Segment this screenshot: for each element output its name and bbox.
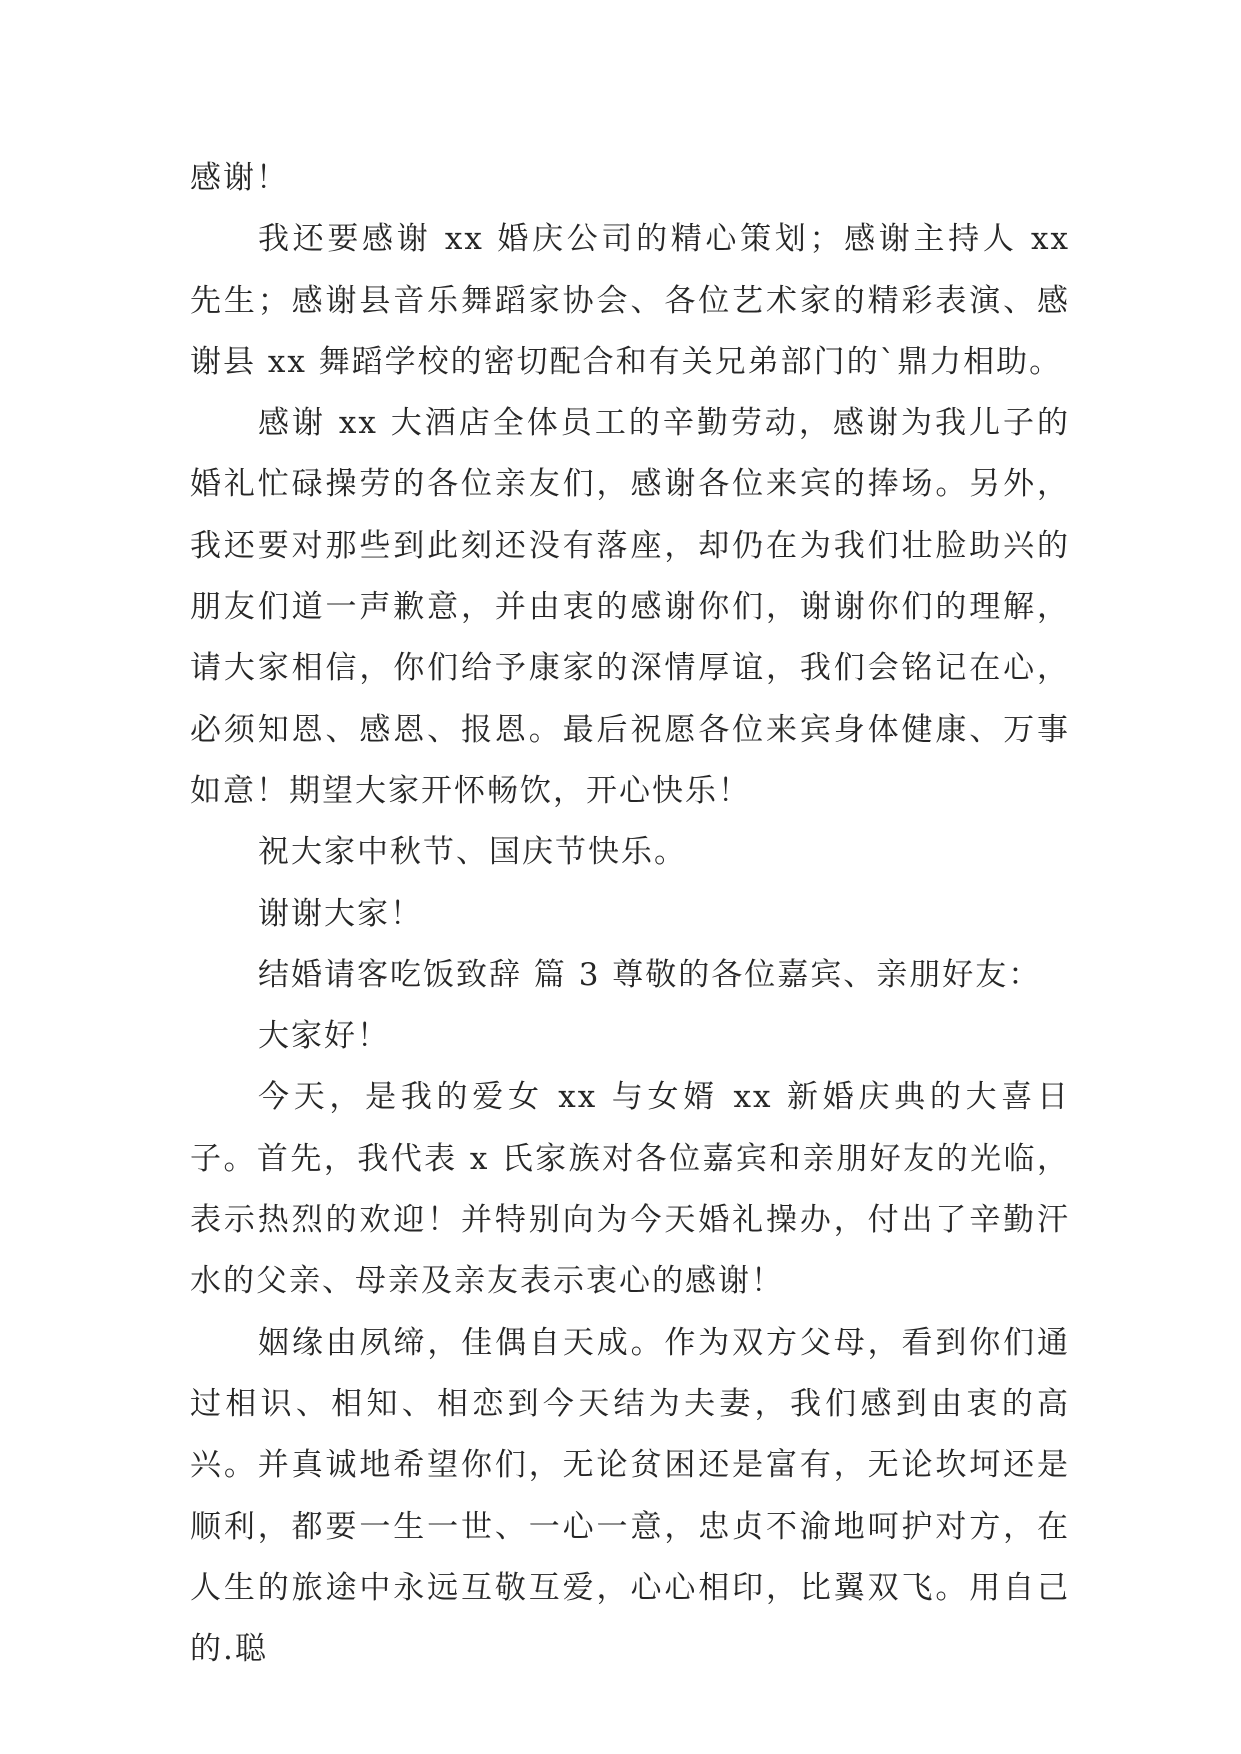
paragraph-greeting: 大家好！ — [258, 1018, 390, 1055]
paragraph-thanks-hotel-staff: 感谢 xx 大酒店全体员工的辛勤劳动，感谢为我儿子的婚礼忙碌操劳的各位亲友们，感谢各位来宾的捧场。另外，我还要对那些到此刻还没有落座，却仍在为我们壮脸助兴的朋友们道一声歉意，并由衷的感谢你们，谢谢你们的理解，请大家相信，你们给予康家的深情厚谊，我们会铭记在心，必须知恩、感恩、报恩。最后祝愿各位来宾身体健康、万事如意！期望大家开怀畅饮，开心快乐！ — [190, 405, 1070, 809]
paragraph-thanks-wedding-company: 我还要感谢 xx 婚庆公司的精心策划；感谢主持人 xx 先生；感谢县音乐舞蹈家协会、各位艺术家的精彩表演、感谢县 xx 舞蹈学校的密切配合和有关兄弟部门的`鼎力相助。 — [190, 221, 1070, 380]
speech-heading: 结婚请客吃饭致辞 篇 3 尊敬的各位嘉宾、亲朋好友： — [258, 956, 1042, 993]
paragraph-closing-thanks: 感谢！ — [190, 160, 289, 196]
paragraph-blessing: 姻缘由夙缔，佳偶自天成。作为双方父母，看到你们通过相识、相知、相恋到今天结为夫妻，我们感到由衷的高兴。并真诚地希望你们，无论贫困还是富有，无论坎坷还是顺利，都要一生一世、一心一意，忠贞不渝地呵护对方，在人生的旅途中永远互敬互爱，心心相印，比翼双飞。用自己的.聪 — [190, 1324, 1070, 1668]
document-body — [190, 148, 1070, 1680]
paragraph-thank-you-all: 谢谢大家！ — [258, 895, 423, 932]
paragraph-welcome: 今天，是我的爱女 xx 与女婿 xx 新婚庆典的大喜日子。首先，我代表 x 氏家族对各位嘉宾和亲朋好友的光临，表示热烈的欢迎！并特别向为今天婚礼操办，付出了辛勤汗水的父亲、母亲及亲友表示衷心的感谢！ — [190, 1079, 1070, 1300]
paragraph-holiday-wishes: 祝大家中秋节、国庆节快乐。 — [258, 834, 687, 871]
